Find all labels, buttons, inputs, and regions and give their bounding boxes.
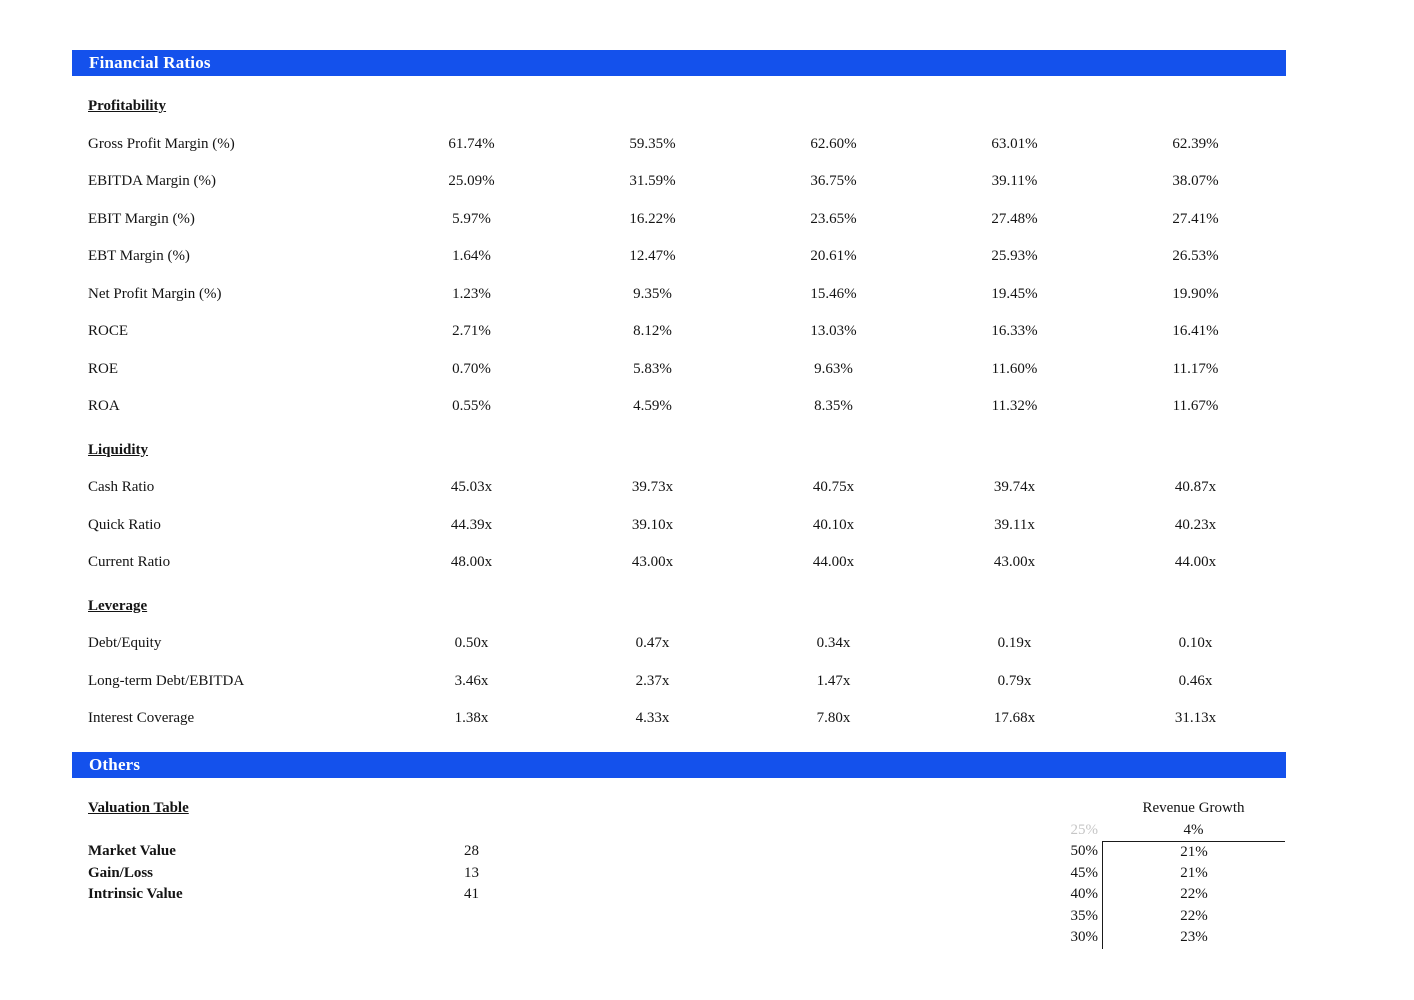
ratio-value: 1.23% — [452, 285, 491, 302]
summary-value: 41 — [464, 886, 479, 903]
ratio-label: EBT Margin (%) — [88, 248, 190, 265]
sensitivity-title-spacer — [1040, 798, 1102, 820]
ratio-value: 8.35% — [814, 398, 853, 415]
ratio-group-heading: Leverage — [88, 597, 148, 614]
sensitivity-row-label: 45% — [1070, 864, 1098, 881]
ratio-value: 40.75x — [812, 479, 855, 496]
ratio-value: 19.45% — [991, 285, 1038, 302]
ratio-value: 39.11x — [994, 516, 1035, 533]
ratio-label: Interest Coverage — [88, 710, 195, 727]
ratio-row — [72, 313, 1286, 351]
others-title: Others — [89, 755, 141, 774]
ratio-value: 44.00x — [812, 554, 855, 571]
ratio-value: 39.10x — [631, 516, 674, 533]
ratio-value: 1.38x — [454, 710, 489, 727]
sensitivity-value: 22% — [1102, 906, 1285, 928]
sensitivity-value: 21% — [1102, 841, 1285, 863]
ratio-value: 0.79x — [997, 672, 1032, 689]
financial-ratios-header-bar — [72, 50, 1286, 76]
ratio-row — [72, 351, 1286, 389]
ratio-value: 0.55% — [452, 398, 491, 415]
ratio-value: 63.01% — [991, 135, 1038, 152]
sensitivity-corner-value: 25% — [1070, 821, 1098, 838]
ratio-value: 0.10x — [1178, 635, 1213, 652]
summary-label: Intrinsic Value — [88, 886, 183, 903]
ratio-value: 17.68x — [993, 710, 1036, 727]
ratio-value: 39.11% — [991, 173, 1038, 190]
ratio-value: 40.23x — [1174, 516, 1217, 533]
valuation-table-heading: Valuation Table — [88, 800, 189, 817]
ratio-value: 5.83% — [633, 360, 672, 377]
ratio-group — [72, 88, 1286, 426]
ratio-row — [72, 625, 1286, 663]
ratio-group — [72, 588, 1286, 738]
ratio-value: 0.70% — [452, 360, 491, 377]
ratio-value: 27.48% — [991, 210, 1038, 227]
ratio-label: Quick Ratio — [88, 516, 161, 533]
ratio-value: 3.46x — [454, 672, 489, 689]
summary-row — [72, 884, 562, 906]
ratio-value: 0.19x — [997, 635, 1032, 652]
ratio-label: ROA — [88, 398, 120, 415]
ratio-value: 27.41% — [1172, 210, 1219, 227]
ratio-value: 2.37x — [635, 672, 670, 689]
sensitivity-row-label: 30% — [1070, 929, 1098, 946]
ratio-label: Gross Profit Margin (%) — [88, 135, 235, 152]
summary-row — [72, 841, 562, 863]
ratio-value: 23.65% — [810, 210, 857, 227]
ratio-value: 20.61% — [810, 248, 857, 265]
ratio-value: 40.10x — [812, 516, 855, 533]
ratio-label: Debt/Equity — [88, 635, 162, 652]
ratio-value: 5.97% — [452, 210, 491, 227]
ratio-value: 0.47x — [635, 635, 670, 652]
ratio-row — [72, 663, 1286, 701]
ratio-row — [72, 469, 1286, 507]
ratio-row — [72, 126, 1286, 164]
sensitivity-value: 21% — [1102, 863, 1285, 885]
ratio-label: Net Profit Margin (%) — [88, 285, 222, 302]
ratio-row — [72, 507, 1286, 545]
summary-value: 28 — [464, 843, 479, 860]
ratio-value: 9.63% — [814, 360, 853, 377]
ratio-row — [72, 238, 1286, 276]
ratio-label: EBITDA Margin (%) — [88, 173, 217, 190]
ratio-value: 62.60% — [810, 135, 857, 152]
ratio-value: 25.93% — [991, 248, 1038, 265]
sensitivity-row-label: 50% — [1070, 843, 1098, 860]
ratio-group-heading: Liquidity — [88, 441, 149, 458]
valuation-summary — [72, 841, 562, 906]
summary-label: Gain/Loss — [88, 864, 154, 881]
ratio-value: 11.17% — [1172, 360, 1219, 377]
ratio-value: 19.90% — [1172, 285, 1219, 302]
ratio-value: 2.71% — [452, 323, 491, 340]
ratio-value: 43.00x — [993, 554, 1036, 571]
ratio-value: 11.32% — [991, 398, 1038, 415]
ratio-row — [72, 163, 1286, 201]
ratio-label: Long-term Debt/EBITDA — [88, 672, 245, 689]
summary-value: 13 — [464, 864, 479, 881]
ratio-value: 40.87x — [1174, 479, 1217, 496]
financial-ratios-title: Financial Ratios — [89, 53, 211, 72]
ratio-value: 39.74x — [993, 479, 1036, 496]
ratio-value: 62.39% — [1172, 135, 1219, 152]
ratio-label: ROE — [88, 360, 118, 377]
ratio-value: 59.35% — [629, 135, 676, 152]
others-header-bar — [72, 752, 1286, 778]
ratio-value: 0.50x — [454, 635, 489, 652]
ratio-group-heading: Profitability — [88, 98, 167, 115]
ratio-group — [72, 432, 1286, 582]
ratio-value: 11.60% — [991, 360, 1038, 377]
ratio-value: 1.47x — [816, 672, 851, 689]
ratio-value: 48.00x — [450, 554, 493, 571]
ratio-value: 16.22% — [629, 210, 676, 227]
ratio-row — [72, 544, 1286, 582]
ratio-value: 36.75% — [810, 173, 857, 190]
ratio-value: 11.67% — [1172, 398, 1219, 415]
ratio-value: 13.03% — [810, 323, 857, 340]
ratio-value: 4.59% — [633, 398, 672, 415]
ratio-value: 16.41% — [1172, 323, 1219, 340]
sensitivity-value: 23% — [1102, 927, 1285, 949]
sensitivity-column-header: 4% — [1183, 821, 1204, 838]
ratio-value: 38.07% — [1172, 173, 1219, 190]
ratio-value: 16.33% — [991, 323, 1038, 340]
sensitivity-table — [1040, 798, 1285, 949]
ratio-value: 44.39x — [450, 516, 493, 533]
ratio-value: 25.09% — [448, 173, 495, 190]
ratio-value: 4.33x — [635, 710, 670, 727]
ratio-value: 8.12% — [633, 323, 672, 340]
ratio-value: 15.46% — [810, 285, 857, 302]
ratio-value: 26.53% — [1172, 248, 1219, 265]
ratio-value: 9.35% — [633, 285, 672, 302]
ratio-value: 45.03x — [450, 479, 493, 496]
ratio-row — [72, 700, 1286, 738]
sensitivity-row-label: 35% — [1070, 907, 1098, 924]
ratio-label: ROCE — [88, 323, 129, 340]
ratio-value: 31.13x — [1174, 710, 1217, 727]
ratios-table — [72, 88, 1286, 738]
ratio-value: 31.59% — [629, 173, 676, 190]
ratio-value: 39.73x — [631, 479, 674, 496]
ratio-row — [72, 388, 1286, 426]
ratio-value: 0.34x — [816, 635, 851, 652]
sensitivity-row-label: 40% — [1070, 886, 1098, 903]
ratio-value: 43.00x — [631, 554, 674, 571]
ratio-value: 0.46x — [1178, 672, 1213, 689]
ratio-row — [72, 201, 1286, 239]
sensitivity-value: 22% — [1102, 884, 1285, 906]
summary-row — [72, 863, 562, 885]
ratio-value: 1.64% — [452, 248, 491, 265]
ratio-label: Cash Ratio — [88, 479, 155, 496]
ratio-value: 7.80x — [816, 710, 851, 727]
ratio-row — [72, 276, 1286, 314]
ratio-label: Current Ratio — [88, 554, 171, 571]
ratio-value: 44.00x — [1174, 554, 1217, 571]
ratio-label: EBIT Margin (%) — [88, 210, 195, 227]
ratio-value: 61.74% — [448, 135, 495, 152]
sensitivity-title: Revenue Growth — [1142, 800, 1245, 817]
summary-label: Market Value — [88, 843, 176, 860]
ratio-value: 12.47% — [629, 248, 676, 265]
